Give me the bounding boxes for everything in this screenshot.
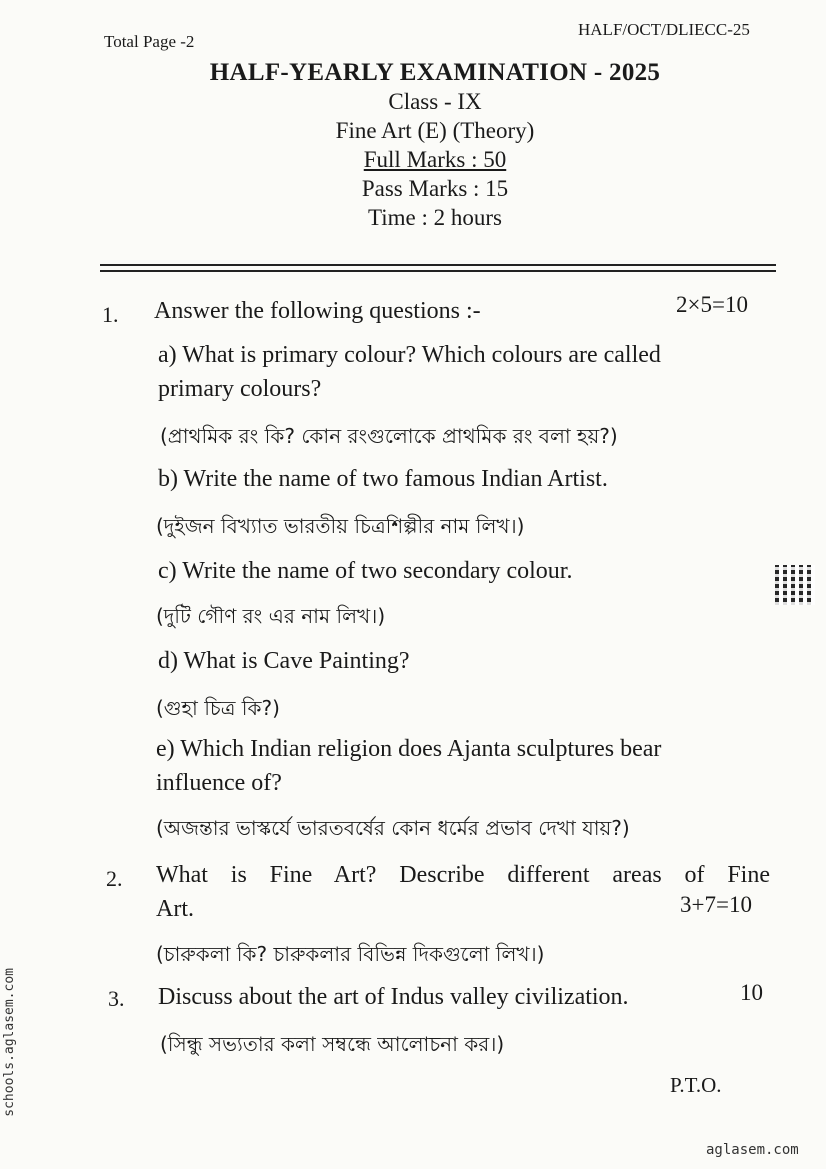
paper-code: HALF/OCT/DLIECC-25 [578,20,750,39]
full-marks: Full Marks : 50 [363,147,507,172]
q2-bengali: (চারুকলা কি? চারুকলার বিভিন্ন দিকগুলো লিখ।) [156,942,545,966]
total-page-label: Total Page -2 [104,32,195,51]
q3-number: 3. [108,986,125,1011]
q2-line1: What is Fine Art? Describe different areas of Fine [156,862,770,888]
q1-number: 1. [102,302,119,327]
class-label: Class - IX [388,89,482,114]
q1e-line1: e) Which Indian religion does Ajanta sculptures bear [156,736,662,762]
qr-code-image [775,565,815,605]
header-rule-top [100,264,776,266]
q1a-line1: a) What is primary colour? Which colours are called [158,342,661,368]
q2-number: 2. [106,866,123,891]
q2-marks: 3+7=10 [680,892,752,917]
pto-label: P.T.O. [670,1073,722,1097]
q1d-bengali: (গুহা চিত্র কি?) [156,696,280,720]
q1d-text: d) What is Cave Painting? [158,648,410,674]
q1c-bengali: (দুটি গৌণ রং এর নাম লিখ।) [156,604,386,628]
exam-header [200,58,670,232]
bottom-watermark: aglasem.com [706,1142,799,1158]
q1c-text: c) Write the name of two secondary colour. [158,558,573,584]
subject-label: Fine Art (E) (Theory) [335,118,535,143]
exam-title: HALF-YEARLY EXAMINATION - 2025 [209,59,661,86]
q2-line2: Art. [156,896,194,922]
q1a-line2: primary colours? [158,376,322,402]
q3-bengali: (সিন্ধু সভ্যতার কলা সম্বন্ধে আলোচনা কর।) [160,1032,505,1056]
q1e-bengali: (অজন্তার ভাস্কর্যে ভারতবর্ষের কোন ধর্মের প্রভাব দেখা যায়?) [156,816,630,840]
q1e-line2: influence of? [156,770,282,796]
q3-text: Discuss about the art of Indus valley civilization. [158,984,629,1010]
q1-text: Answer the following questions :- [154,298,481,324]
side-watermark: schools.aglasem.com [2,968,17,1117]
q3-marks: 10 [740,980,763,1005]
q1b-text: b) Write the name of two famous Indian Artist. [158,466,608,492]
time-label: Time : 2 hours [368,205,502,230]
q1b-bengali: (দুইজন বিখ্যাত ভারতীয় চিত্রশিল্পীর নাম লিখ।) [156,514,525,538]
q1a-bengali: (প্রাথমিক রং কি? কোন রংগুলোকে প্রাথমিক রং বলা হয়?) [160,424,618,448]
q1-marks: 2×5=10 [676,292,748,317]
pass-marks: Pass Marks : 15 [361,176,509,201]
header-rule-bottom [100,270,776,272]
